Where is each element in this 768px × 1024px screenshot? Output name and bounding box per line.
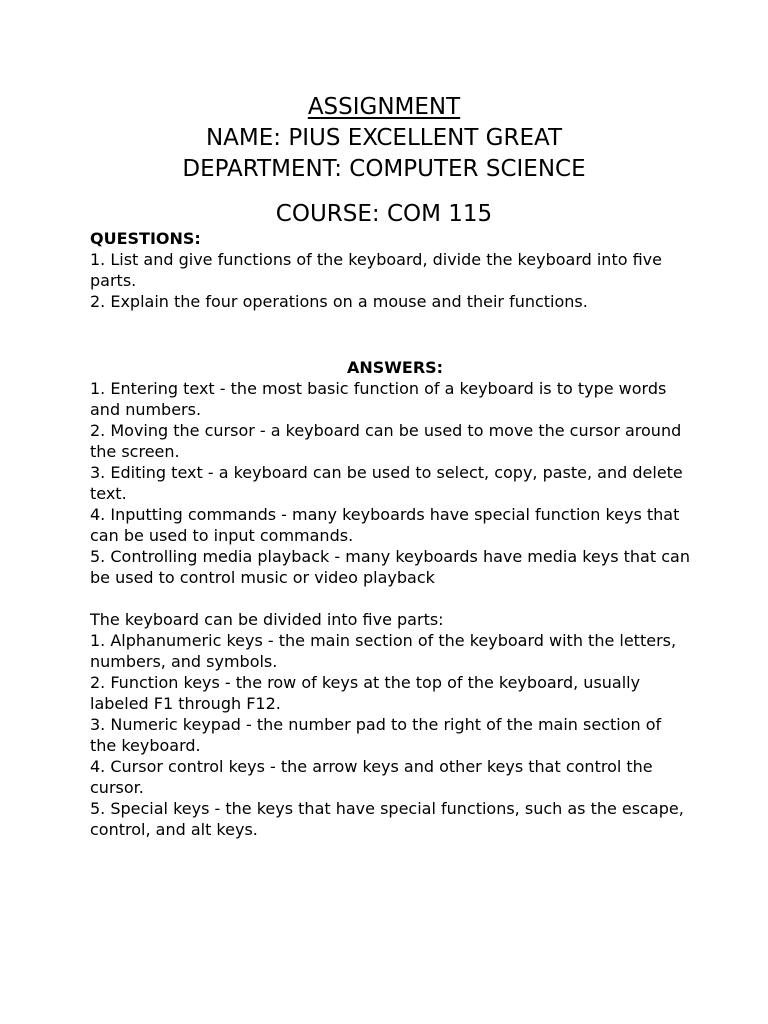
question-item: 1. List and give functions of the keyboard, divide the keyboard into five parts.: [90, 250, 662, 290]
keyboard-part-item: 4. Cursor control keys - the arrow keys and other keys that control the cursor.: [90, 757, 653, 797]
keyboard-parts-intro: The keyboard can be divided into five parts:: [90, 610, 444, 629]
department-line: DEPARTMENT: COMPUTER SCIENCE: [182, 156, 586, 182]
course-line: COURSE: COM 115: [275, 201, 493, 227]
question-item: 2. Explain the four operations on a mouse and their functions.: [90, 292, 588, 311]
assignment-title: ASSIGNMENT: [307, 94, 461, 120]
document-body: [90, 228, 690, 840]
keyboard-part-item: 1. Alphanumeric keys - the main section of the keyboard with the letters, numbers, and symbols.: [90, 631, 677, 671]
answer-function-item: 2. Moving the cursor - a keyboard can be used to move the cursor around the screen.: [90, 421, 682, 461]
keyboard-part-item: 3. Numeric keypad - the number pad to the right of the main section of the keyboard.: [90, 715, 662, 755]
answers-heading: ANSWERS:: [346, 358, 444, 377]
questions-heading: QUESTIONS:: [90, 229, 201, 248]
answer-function-item: 4. Inputting commands - many keyboards have special function keys that can be used to input commands.: [90, 505, 680, 545]
answer-function-item: 3. Editing text - a keyboard can be used to select, copy, paste, and delete text.: [90, 463, 683, 503]
answer-function-item: 1. Entering text - the most basic function of a keyboard is to type words and numbers.: [90, 379, 667, 419]
keyboard-part-item: 2. Function keys - the row of keys at the top of the keyboard, usually labeled F1 through F12.: [90, 673, 641, 713]
keyboard-part-item: 5. Special keys - the keys that have special functions, such as the escape, control, and alt keys.: [90, 799, 684, 839]
document-header: [0, 92, 768, 230]
student-name: NAME: PIUS EXCELLENT GREAT: [205, 125, 563, 151]
answer-function-item: 5. Controlling media playback - many keyboards have media keys that can be used to control music or video playback: [90, 547, 690, 587]
